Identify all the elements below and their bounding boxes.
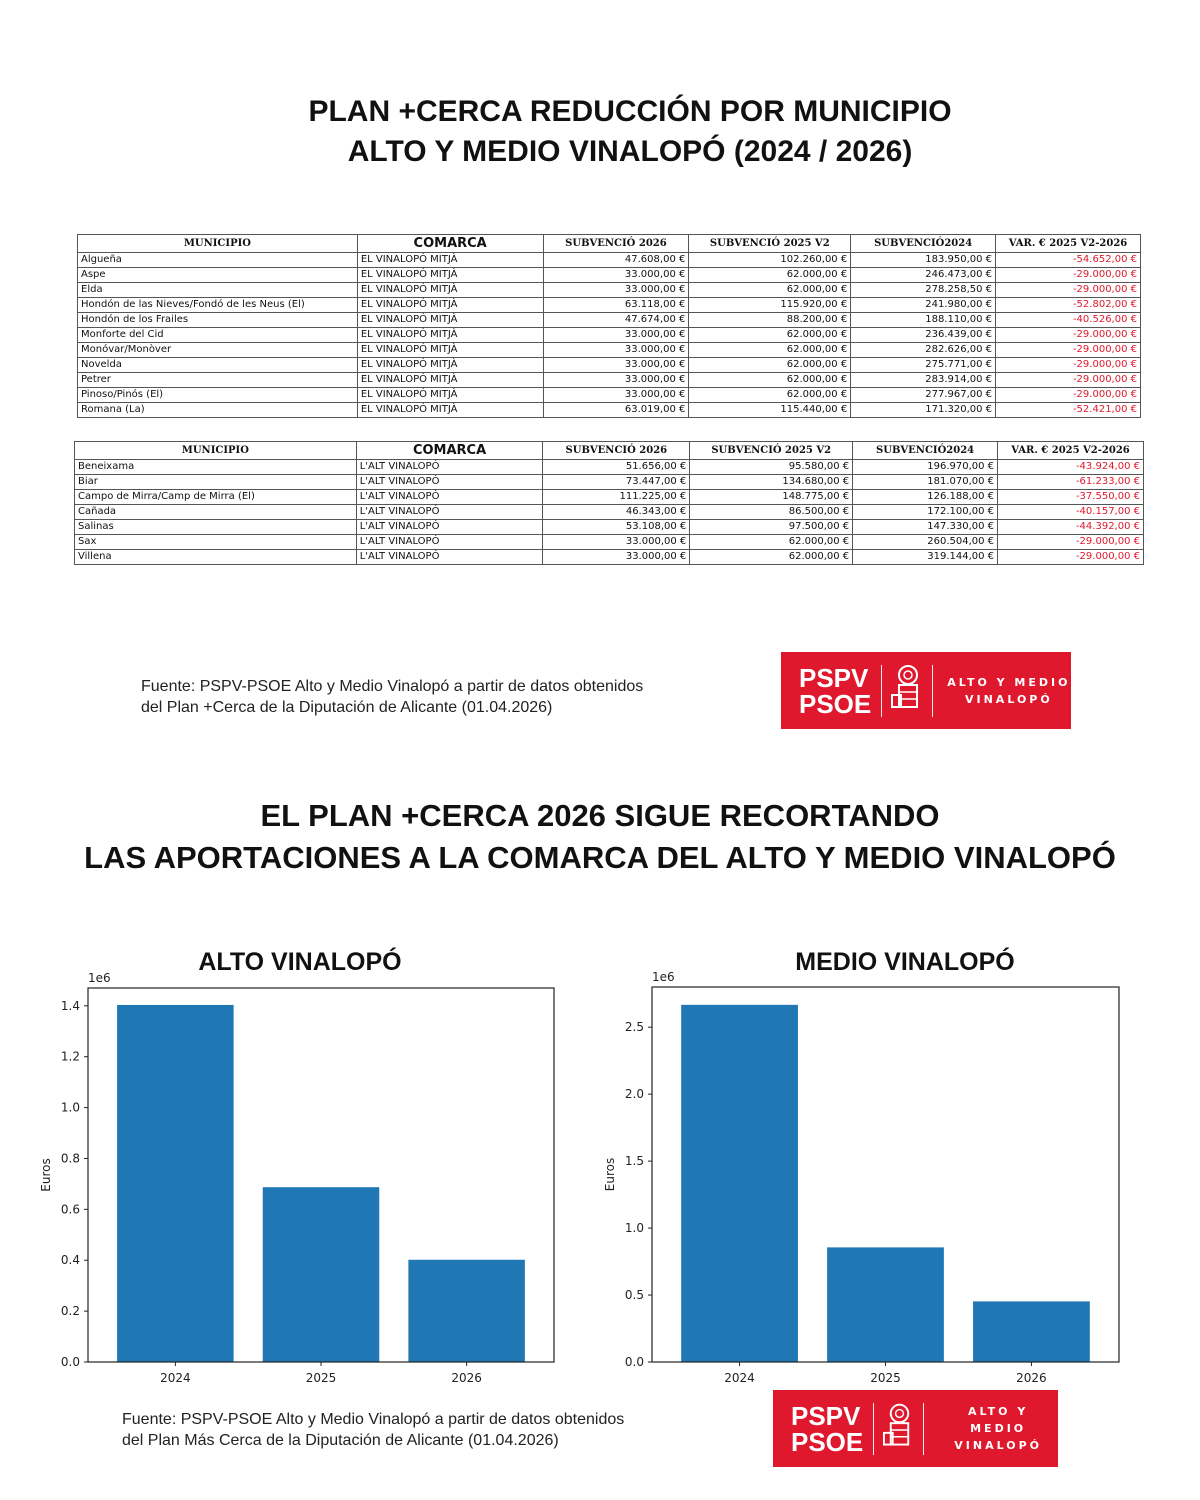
comarca-cell: EL VINALOPÓ MITJÀ [357,298,543,313]
municipio-cell: Beneixama [75,460,357,475]
subvencio-2024-cell: 282.626,00 € [851,343,996,358]
column-header: MUNICIPIO [78,235,358,253]
chart-title-medio: MEDIO VINALOPÓ [795,948,1015,976]
table-row [75,475,1144,490]
table-row [78,403,1141,418]
table-row [78,268,1141,283]
subvencio-2025-cell: 88.200,00 € [689,313,851,328]
table-header-row [78,235,1141,253]
comarca-cell: L'ALT VINALOPÓ [356,475,543,490]
subvencio-2026-cell: 33.000,00 € [543,328,689,343]
x-tick-label: 2024 [724,1371,755,1385]
table-row [75,535,1144,550]
subvencio-2025-cell: 95.580,00 € [690,460,853,475]
bar-2026 [408,1260,525,1362]
column-header: SUBVENCIÓ 2026 [543,235,689,253]
comarca-cell: EL VINALOPÓ MITJÀ [357,358,543,373]
y-tick-label: 2.5 [624,1020,644,1035]
subvencio-2026-cell: 63.118,00 € [543,298,689,313]
subvencio-2026-cell: 63.019,00 € [543,403,689,418]
y-tick-label: 0.0 [60,1355,80,1369]
municipio-cell: Romana (La) [78,403,358,418]
bar-2025 [263,1187,380,1362]
source-line2: del Plan Más Cerca de la Diputación de Alicante (01.04.2026) [122,1432,559,1449]
subvencio-2024-cell: 172.100,00 € [853,505,998,520]
comarca-cell: L'ALT VINALOPÓ [356,550,543,565]
subvencio-2025-cell: 86.500,00 € [690,505,853,520]
page-title-line1: PLAN +CERCA REDUCCIÓN POR MUNICIPIO [308,95,952,128]
variacion-cell: -44.392,00 € [998,520,1144,535]
municipio-cell: Campo de Mirra/Camp de Mirra (El) [75,490,357,505]
subvencio-2026-cell: 33.000,00 € [543,388,689,403]
column-header: SUBVENCIÓ2024 [851,235,996,253]
subvencio-2025-cell: 62.000,00 € [689,388,851,403]
subvencio-2024-cell: 277.967,00 € [851,388,996,403]
subvencio-2024-cell: 171.320,00 € [851,403,996,418]
municipio-cell: Monforte del Cid [78,328,358,343]
subvencio-2024-cell: 278.258,50 € [851,283,996,298]
table-row [75,490,1144,505]
table-body [78,253,1141,418]
subvencio-2024-cell: 319.144,00 € [853,550,998,565]
y-tick-label: 0.4 [60,1253,80,1268]
chart-title-alto: ALTO VINALOPÓ [198,948,402,976]
y-offset-label: 1e6 [88,971,111,985]
subvencio-2024-cell: 246.473,00 € [851,268,996,283]
variacion-cell: -52.421,00 € [996,403,1141,418]
table-row [78,388,1141,403]
logo-region-line1: ALTO Y MEDIO [967,1405,1029,1435]
variacion-cell: -29.000,00 € [996,358,1141,373]
subvencio-2025-cell: 134.680,00 € [690,475,853,490]
municipio-cell: Algueña [78,253,358,268]
subvencio-2024-cell: 283.914,00 € [851,373,996,388]
municipio-cell: Pinoso/Pinós (El) [78,388,358,403]
table-header-row [75,442,1144,460]
variacion-cell: -61.233,00 € [998,475,1144,490]
variacion-cell: -29.000,00 € [996,388,1141,403]
comarca-cell: EL VINALOPÓ MITJÀ [357,268,543,283]
subvencio-2025-cell: 62.000,00 € [689,358,851,373]
y-tick-label: 0.0 [624,1355,644,1369]
municipio-cell: Elda [78,283,358,298]
column-header: SUBVENCIÓ 2025 V2 [690,442,853,460]
comarca-cell: L'ALT VINALOPÓ [356,490,543,505]
table-row [75,550,1144,565]
variacion-cell: -54.652,00 € [996,253,1141,268]
municipio-cell: Monóvar/Monòver [78,343,358,358]
municipio-cell: Sax [75,535,357,550]
subvencio-2026-cell: 51.656,00 € [543,460,690,475]
source-note-2 [122,1409,624,1451]
variacion-cell: -29.000,00 € [996,373,1141,388]
subvencio-2024-cell: 181.070,00 € [853,475,998,490]
y-axis-label: Euros [39,1158,53,1192]
variacion-cell: -29.000,00 € [996,343,1141,358]
y-tick-label: 1.0 [60,1100,80,1115]
source-line2: del Plan +Cerca de la Diputación de Alicante (01.04.2026) [141,699,553,716]
subvencio-2026-cell: 33.000,00 € [543,343,689,358]
logo-region [938,1403,1058,1454]
variacion-cell: -29.000,00 € [996,268,1141,283]
column-header: SUBVENCIÓ2024 [853,442,998,460]
comarca-cell: EL VINALOPÓ MITJÀ [357,313,543,328]
source-line1: Fuente: PSPV-PSOE Alto y Medio Vinalopó a partir de datos obtenidos [122,1411,625,1428]
municipio-cell: Novelda [78,358,358,373]
y-tick-label: 1.2 [60,1049,80,1064]
subvencio-2024-cell: 188.110,00 € [851,313,996,328]
comarca-cell: EL VINALOPÓ MITJÀ [357,328,543,343]
subvencio-2025-cell: 115.920,00 € [689,298,851,313]
municipio-cell: Salinas [75,520,357,535]
subvencio-2024-cell: 126.188,00 € [853,490,998,505]
page-title [0,92,1200,172]
y-tick-label: 1.0 [624,1221,644,1236]
comarca-cell: L'ALT VINALOPÓ [356,460,543,475]
logo-divider [873,1403,874,1455]
x-tick-label: 2026 [1016,1371,1047,1385]
logo-party-name [791,1400,864,1457]
subvencio-2025-cell: 62.000,00 € [690,550,853,565]
subvencio-2026-cell: 33.000,00 € [543,283,689,298]
subvencio-2024-cell: 147.330,00 € [853,520,998,535]
subvencio-2024-cell: 196.970,00 € [853,460,998,475]
variacion-cell: -29.000,00 € [998,550,1144,565]
comarca-cell: L'ALT VINALOPÓ [356,520,543,535]
y-tick-label: 0.6 [60,1202,80,1217]
table-row [78,358,1141,373]
table-row [78,343,1141,358]
subvencio-2026-cell: 73.447,00 € [543,475,690,490]
rose-fist-icon [882,1401,913,1457]
y-tick-label: 0.8 [60,1151,80,1166]
subvencio-2026-cell: 33.000,00 € [543,373,689,388]
y-tick-label: 1.5 [624,1154,644,1169]
table-row [78,298,1141,313]
section-title-line1: EL PLAN +CERCA 2026 SIGUE RECORTANDO [260,798,940,833]
y-tick-label: 2.0 [624,1087,644,1102]
subvencio-2026-cell: 33.000,00 € [543,268,689,283]
variacion-cell: -52.802,00 € [996,298,1141,313]
source-note-1 [141,676,643,718]
column-header: SUBVENCIÓ 2026 [543,442,690,460]
bar-2024 [117,1005,234,1362]
subvencio-2025-cell: 62.000,00 € [690,535,853,550]
x-tick-label: 2025 [870,1371,901,1385]
subvencio-2025-cell: 62.000,00 € [689,268,851,283]
bar-2024 [681,1005,798,1362]
column-header: COMARCA [357,235,543,253]
logo-line2: PSOE [799,688,872,719]
municipio-cell: Aspe [78,268,358,283]
bar-chart-alto [0,960,600,1385]
variacion-cell: -40.526,00 € [996,313,1141,328]
comarca-cell: L'ALT VINALOPÓ [356,505,543,520]
page-title-line2: ALTO Y MEDIO VINALOPÓ (2024 / 2026) [347,135,913,168]
variacion-cell: -43.924,00 € [998,460,1144,475]
subvencio-2026-cell: 33.000,00 € [543,358,689,373]
subvencio-2025-cell: 102.260,00 € [689,253,851,268]
column-header: COMARCA [356,442,543,460]
subvencio-2024-cell: 241.980,00 € [851,298,996,313]
table-row [78,313,1141,328]
comarca-cell: EL VINALOPÓ MITJÀ [357,403,543,418]
table-row [78,328,1141,343]
comarca-cell: EL VINALOPÓ MITJÀ [357,373,543,388]
comarca-cell: L'ALT VINALOPÓ [356,535,543,550]
bar-2026 [973,1301,1090,1362]
subvencio-2024-cell: 275.771,00 € [851,358,996,373]
table-body [75,460,1144,565]
subvencio-2025-cell: 62.000,00 € [689,283,851,298]
municipio-cell: Cañada [75,505,357,520]
column-header: SUBVENCIÓ 2025 V2 [689,235,851,253]
municipio-cell: Villena [75,550,357,565]
section-title-line2: LAS APORTACIONES A LA COMARCA DEL ALTO Y MEDIO VINALOPÓ [84,840,1116,875]
pspv-psoe-logo [781,652,1071,729]
comarca-cell: EL VINALOPÓ MITJÀ [357,283,543,298]
pspv-psoe-logo-bottom [773,1390,1058,1467]
subvencio-2026-cell: 111.225,00 € [543,490,690,505]
subvencio-2025-cell: 62.000,00 € [689,373,851,388]
x-tick-label: 2024 [160,1371,191,1385]
table-row [75,460,1144,475]
y-offset-label: 1e6 [652,970,675,984]
municipio-cell: Biar [75,475,357,490]
table-row [75,520,1144,535]
logo-line1: PSPV [799,662,869,693]
section-title [0,795,1200,879]
logo-region-line1: ALTO Y MEDIO [947,675,1071,689]
table-row [75,505,1144,520]
column-header: MUNICIPIO [75,442,357,460]
subvencio-2026-cell: 47.608,00 € [543,253,689,268]
x-tick-label: 2025 [305,1371,337,1385]
logo-divider [923,1403,924,1455]
subvencio-2025-cell: 97.500,00 € [690,520,853,535]
logo-line2: PSOE [791,1426,864,1457]
municipio-cell: Hondón de las Nieves/Fondó de les Neus (El) [78,298,358,313]
subvencio-2025-cell: 148.775,00 € [690,490,853,505]
subvencio-2025-cell: 62.000,00 € [689,343,851,358]
municipio-cell: Hondón de los Frailes [78,313,358,328]
variacion-cell: -37.550,00 € [998,490,1144,505]
column-header: VAR. € 2025 V2-2026 [998,442,1144,460]
subvencio-2024-cell: 260.504,00 € [853,535,998,550]
logo-line1: PSPV [791,1400,861,1431]
table-alto-vinalopo [74,441,1144,565]
column-header: VAR. € 2025 V2-2026 [996,235,1141,253]
subvencio-2024-cell: 183.950,00 € [851,253,996,268]
bar-chart-medio [600,960,1200,1385]
logo-party-name [799,662,872,719]
source-line1: Fuente: PSPV-PSOE Alto y Medio Vinalopó a partir de datos obtenidos [141,678,644,695]
table-row [78,253,1141,268]
variacion-cell: -29.000,00 € [996,283,1141,298]
y-axis-label: Euros [603,1157,617,1192]
y-tick-label: 0.5 [624,1288,644,1303]
subvencio-2025-cell: 62.000,00 € [689,328,851,343]
table-medio-vinalopo [77,234,1141,418]
comarca-cell: EL VINALOPÓ MITJÀ [357,343,543,358]
logo-region-line2: VINALOPÓ [965,692,1053,706]
municipio-cell: Petrer [78,373,358,388]
y-tick-label: 0.2 [60,1304,80,1319]
table-row [78,283,1141,298]
subvencio-2026-cell: 46.343,00 € [543,505,690,520]
rose-fist-icon [890,663,922,719]
subvencio-2026-cell: 47.674,00 € [543,313,689,328]
comarca-cell: EL VINALOPÓ MITJÀ [357,253,543,268]
y-tick-label: 1.4 [60,998,80,1013]
logo-divider [932,665,933,717]
subvencio-2026-cell: 33.000,00 € [543,535,690,550]
comarca-cell: EL VINALOPÓ MITJÀ [357,388,543,403]
table-row [78,373,1141,388]
variacion-cell: -29.000,00 € [996,328,1141,343]
logo-region [947,674,1070,708]
subvencio-2026-cell: 33.000,00 € [543,550,690,565]
variacion-cell: -29.000,00 € [998,535,1144,550]
logo-region-line2: VINALOPÓ [954,1439,1042,1452]
subvencio-2026-cell: 53.108,00 € [543,520,690,535]
bar-2025 [827,1247,944,1362]
x-tick-label: 2026 [451,1371,482,1385]
subvencio-2024-cell: 236.439,00 € [851,328,996,343]
variacion-cell: -40.157,00 € [998,505,1144,520]
logo-divider [881,665,882,717]
subvencio-2025-cell: 115.440,00 € [689,403,851,418]
